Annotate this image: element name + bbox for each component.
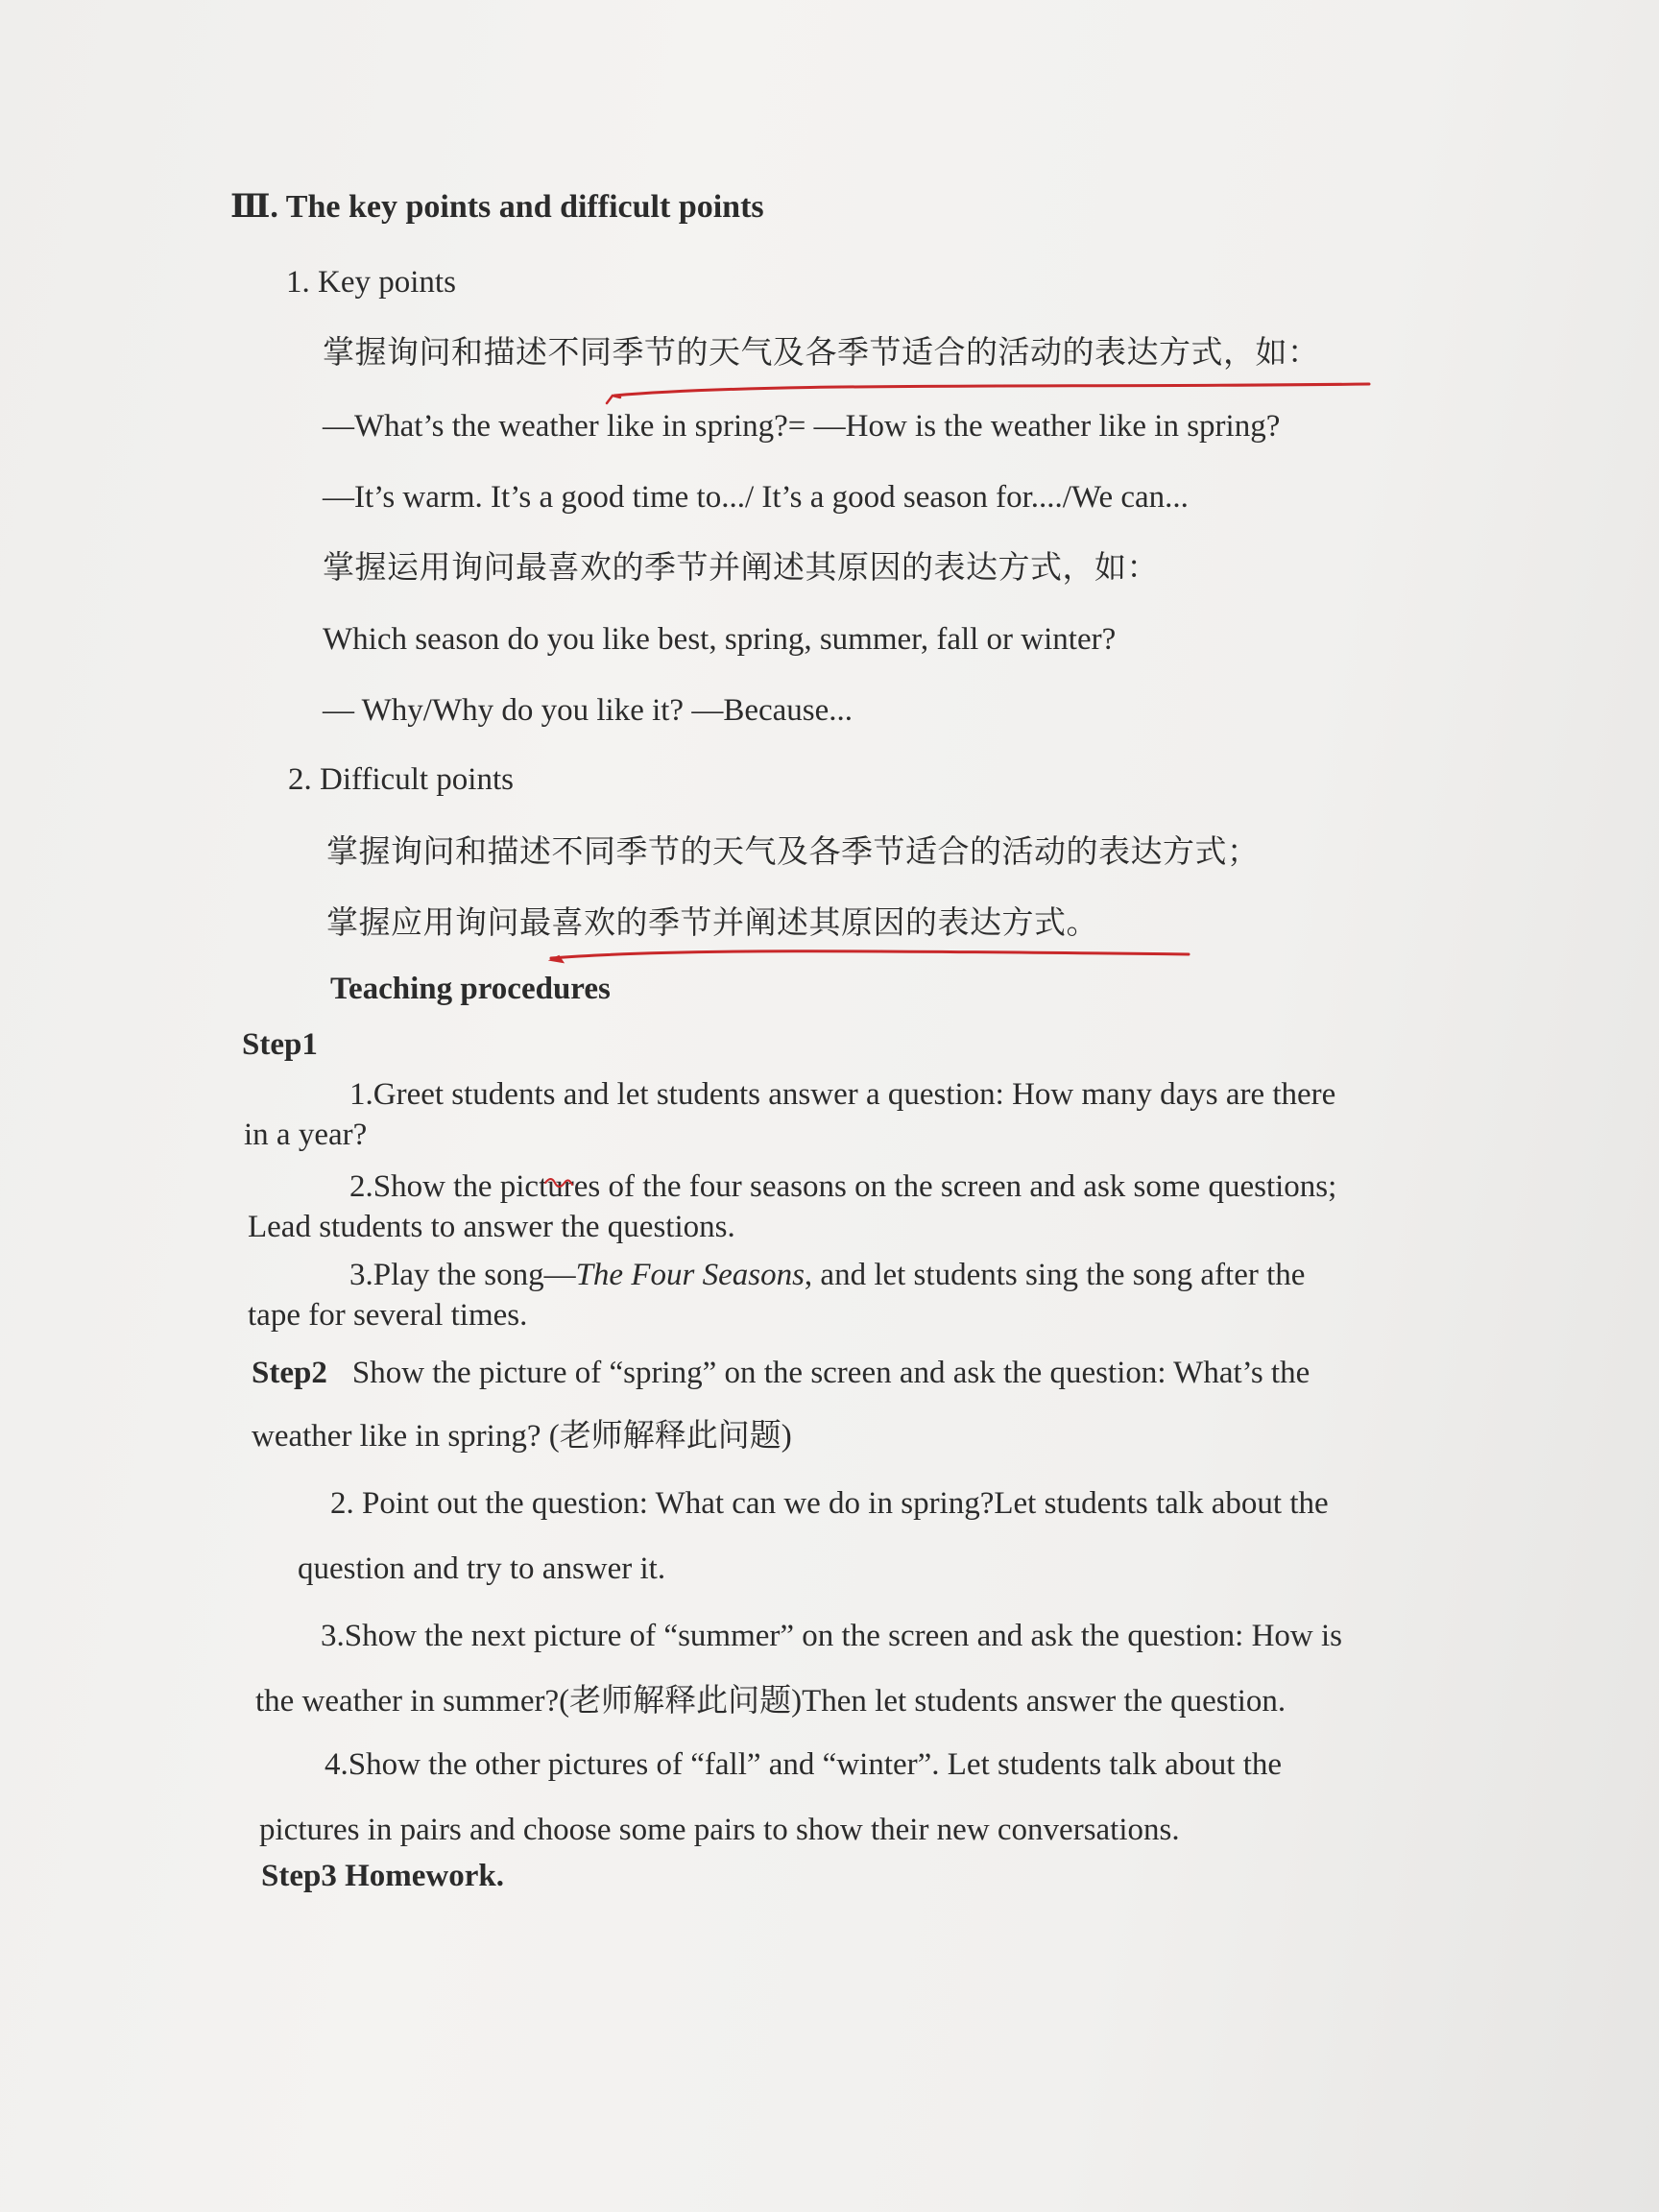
key-points-heading: 1. Key points [286, 265, 456, 300]
difficult-points-heading: 2. Difficult points [288, 762, 514, 797]
difficult-point-line-2: 掌握应用询问最喜欢的季节并阐述其原因的表达方式。 [326, 906, 1098, 941]
key-point-line-6: — Why/Why do you like it? —Because... [323, 693, 854, 728]
step1-label: Step1 [242, 1027, 318, 1062]
step2-label: Step2 [252, 1356, 327, 1390]
step3-label: Step3 Homework. [261, 1859, 504, 1893]
difficult-point-line-1: 掌握询问和描述不同季节的天气及各季节适合的活动的表达方式； [326, 835, 1260, 870]
step1-item2-line-b: Lead students to answer the questions. [248, 1210, 735, 1244]
step2-item2-line-b: question and try to answer it. [298, 1551, 666, 1586]
step2-item3-line-a: 3.Show the next picture of “summer” on the screen and ask the question: How is [321, 1619, 1342, 1653]
step2-item3-line-b: the weather in summer?(老师解释此问题)Then let students answer the question. [255, 1684, 1286, 1719]
step1-item3-suffix: , and let students sing the song after the [804, 1258, 1306, 1292]
step2-item1-line-b: weather like in spring? (老师解释此问题) [252, 1419, 792, 1454]
key-point-line-1: 掌握询问和描述不同季节的天气及各季节适合的活动的表达方式，如： [323, 336, 1320, 371]
key-point-line-3: —It’s warm. It’s a good time to.../ It’s a good season for..../We can... [323, 480, 1189, 515]
teaching-procedures-heading: Teaching procedures [330, 972, 611, 1006]
key-point-line-5: Which season do you like best, spring, summer, fall or winter? [323, 622, 1117, 657]
red-underline-difficult-point [551, 951, 1189, 958]
step1-item1-line-a: 1.Greet students and let students answer a question: How many days are there [349, 1077, 1336, 1112]
step2-item4-line-b: pictures in pairs and choose some pairs to show their new conversations. [259, 1813, 1180, 1847]
step1-item3-line-a [349, 1256, 1305, 1294]
step2-item2-line-a: 2. Point out the question: What can we do in spring?Let students talk about the [330, 1486, 1329, 1521]
step1-item3-line-b: tape for several times. [248, 1298, 528, 1333]
step2-item4-line-a: 4.Show the other pictures of “fall” and “winter”. Let students talk about the [325, 1747, 1283, 1782]
red-ink-blot [551, 956, 563, 962]
step1-item3-prefix: 3.Play the song— [349, 1258, 576, 1292]
red-underline-key-point [614, 384, 1369, 396]
step1-item2-line-a: 2.Show the pictures of the four seasons on the screen and ask some questions; [349, 1169, 1337, 1204]
key-point-line-2: —What’s the weather like in spring?= —How is the weather like in spring? [323, 409, 1281, 444]
step2-item1-text: Show the picture of “spring” on the screen and ask the question: What’s the [351, 1356, 1310, 1390]
song-title: The Four Seasons [575, 1258, 805, 1292]
red-ink-mark-weather [607, 396, 620, 403]
step2-item1-line-a [252, 1354, 1310, 1392]
section-title: Ⅲ. The key points and difficult points [230, 189, 764, 225]
key-point-line-4: 掌握运用询问最喜欢的季节并阐述其原因的表达方式，如： [323, 551, 1159, 586]
step1-item1-line-b: in a year? [244, 1118, 368, 1152]
